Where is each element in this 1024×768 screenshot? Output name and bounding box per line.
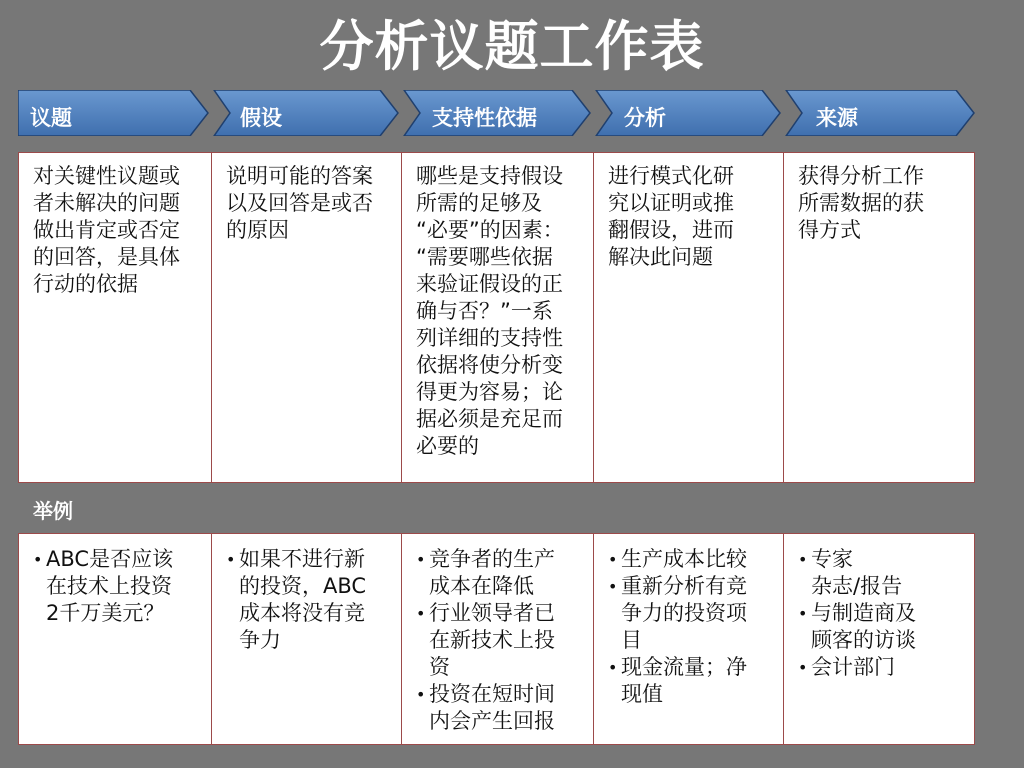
description-line: 者未解决的问题 bbox=[33, 191, 180, 215]
description-line: 据必须是充足而 bbox=[416, 407, 563, 431]
example-item bbox=[608, 654, 769, 708]
example-item bbox=[798, 600, 960, 654]
example-cell bbox=[594, 534, 784, 744]
description-line: 所需数据的获 bbox=[798, 191, 924, 215]
description-row bbox=[18, 152, 975, 483]
header-hypothesis: 假设 bbox=[240, 106, 282, 130]
example-list bbox=[416, 546, 579, 735]
example-cell bbox=[784, 534, 974, 744]
example-line: 专家 bbox=[811, 547, 853, 571]
example-item bbox=[608, 546, 769, 573]
example-line: 重新分析有竞 bbox=[621, 574, 747, 598]
description-line: 的回答，是具体 bbox=[33, 245, 180, 269]
description-line: 依据将使分析变 bbox=[416, 353, 563, 377]
example-line: 行业领导者已 bbox=[429, 601, 555, 625]
description-line: 确与否？”一系 bbox=[416, 299, 553, 323]
example-list bbox=[33, 546, 197, 627]
example-line: 内会产生回报 bbox=[429, 709, 555, 733]
example-line: 的投资，ABC bbox=[239, 574, 367, 598]
example-item bbox=[226, 546, 387, 654]
bullet-icon: • bbox=[798, 658, 808, 677]
header-issue: 议题 bbox=[30, 106, 72, 130]
example-line: 现值 bbox=[621, 682, 663, 706]
example-list bbox=[226, 546, 387, 654]
description-line: 解决此问题 bbox=[608, 245, 713, 269]
example-line: 成本在降低 bbox=[429, 574, 534, 598]
description-line: 哪些是支持假设 bbox=[416, 164, 563, 188]
example-line: 成本将没有竞 bbox=[239, 601, 365, 625]
description-line: “必要”的因素： bbox=[416, 218, 564, 242]
description-line: 得更为容易；论 bbox=[416, 380, 563, 404]
description-line: 获得分析工作 bbox=[798, 164, 924, 188]
bullet-icon: • bbox=[798, 550, 808, 569]
example-line: 会计部门 bbox=[811, 655, 895, 679]
example-line: ABC是否应该 bbox=[46, 547, 174, 571]
example-item bbox=[798, 546, 960, 600]
description-line: 进行模式化研 bbox=[608, 164, 734, 188]
example-line: 生产成本比较 bbox=[621, 547, 747, 571]
header-analysis: 分析 bbox=[624, 106, 666, 130]
bullet-icon: • bbox=[416, 550, 426, 569]
example-line: 与制造商及 bbox=[811, 601, 916, 625]
example-item bbox=[798, 654, 960, 681]
page-title: 分析议题工作表 bbox=[319, 15, 705, 78]
example-line: 争力的投资项 bbox=[621, 601, 747, 625]
description-line: “需要哪些依据 bbox=[416, 245, 553, 269]
example-line: 争力 bbox=[239, 628, 281, 652]
example-line: 竞争者的生产 bbox=[429, 547, 555, 571]
description-line: 究以证明或推 bbox=[608, 191, 734, 215]
example-list bbox=[798, 546, 960, 681]
example-item bbox=[33, 546, 197, 627]
bullet-icon: • bbox=[608, 658, 618, 677]
description-line: 对关键性议题或 bbox=[33, 164, 180, 188]
description-line: 行动的依据 bbox=[33, 272, 138, 296]
description-cell bbox=[402, 153, 594, 482]
description-cell bbox=[19, 153, 212, 482]
description-line: 的原因 bbox=[226, 218, 289, 242]
example-line: 如果不进行新 bbox=[239, 547, 365, 571]
description-cell bbox=[784, 153, 974, 482]
bullet-icon: • bbox=[226, 550, 236, 569]
bullet-icon: • bbox=[416, 685, 426, 704]
description-cell bbox=[594, 153, 784, 482]
example-row bbox=[18, 533, 975, 745]
bullet-icon: • bbox=[416, 604, 426, 623]
example-line: 资 bbox=[429, 655, 450, 679]
example-line: 在技术上投资 bbox=[46, 574, 172, 598]
description-line: 列详细的支持性 bbox=[416, 326, 563, 350]
process-header bbox=[18, 90, 980, 136]
example-item bbox=[608, 573, 769, 654]
example-line: 在新技术上投 bbox=[429, 628, 555, 652]
description-line: 说明可能的答案 bbox=[226, 164, 373, 188]
example-line: 2千万美元？ bbox=[46, 601, 165, 625]
description-cell bbox=[212, 153, 402, 482]
bullet-icon: • bbox=[33, 550, 43, 569]
example-item bbox=[416, 546, 579, 600]
description-line: 必要的 bbox=[416, 434, 479, 458]
example-cell bbox=[19, 534, 212, 744]
description-line: 翻假设，进而 bbox=[608, 218, 734, 242]
description-line: 得方式 bbox=[798, 218, 861, 242]
example-line: 杂志/报告 bbox=[811, 574, 903, 598]
example-line: 目 bbox=[621, 628, 642, 652]
description-line: 做出肯定或否定 bbox=[33, 218, 180, 242]
header-supporting-evidence: 支持性依据 bbox=[432, 106, 537, 130]
example-label: 举例 bbox=[33, 499, 73, 523]
header-source: 来源 bbox=[816, 106, 858, 130]
example-item bbox=[416, 600, 579, 681]
bullet-icon: • bbox=[608, 550, 618, 569]
bullet-icon: • bbox=[608, 577, 618, 596]
bullet-icon: • bbox=[798, 604, 808, 623]
example-cell bbox=[212, 534, 402, 744]
example-line: 现金流量；净 bbox=[621, 655, 747, 679]
example-line: 顾客的访谈 bbox=[811, 628, 916, 652]
chevron-shape bbox=[786, 90, 974, 136]
example-item bbox=[416, 681, 579, 735]
description-line: 以及回答是或否 bbox=[226, 191, 373, 215]
example-cell bbox=[402, 534, 594, 744]
description-line: 来验证假设的正 bbox=[416, 272, 563, 296]
description-line: 所需的足够及 bbox=[416, 191, 542, 215]
example-list bbox=[608, 546, 769, 708]
example-line: 投资在短时间 bbox=[429, 682, 555, 706]
